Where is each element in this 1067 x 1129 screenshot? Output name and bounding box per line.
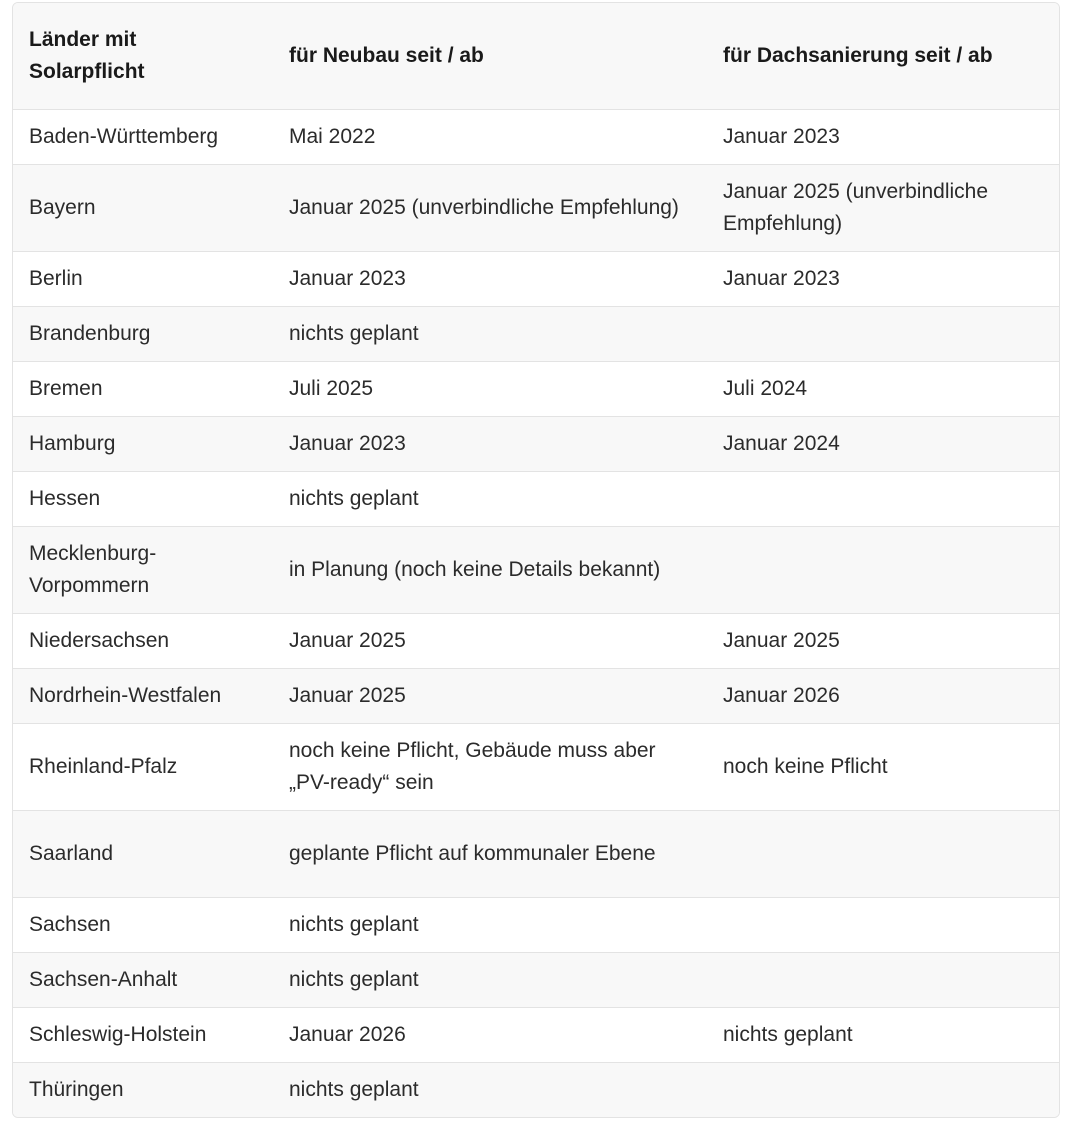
cell-neubau: Januar 2025 (unverbindliche Empfehlung) <box>289 195 679 219</box>
cell-dachsanierung <box>707 897 1059 952</box>
table-row <box>13 361 1059 416</box>
cell-land: Schleswig-Holstein <box>29 1022 207 1046</box>
table-row <box>13 251 1059 306</box>
table-row <box>13 952 1059 1007</box>
table-row <box>13 306 1059 361</box>
cell-land: Rheinland-Pfalz <box>29 754 178 778</box>
cell-neubau: Juli 2025 <box>289 376 374 400</box>
cell-neubau: Januar 2025 <box>289 683 406 707</box>
cell-neubau: nichts geplant <box>289 1077 419 1101</box>
cell-land: Baden-Württemberg <box>29 124 219 148</box>
header-land: Länder mit Solarpflicht <box>13 3 273 109</box>
cell-dachsanierung <box>707 1062 1059 1117</box>
cell-neubau: Januar 2023 <box>289 266 406 290</box>
header-row <box>13 3 1059 109</box>
cell-neubau: Januar 2023 <box>289 431 406 455</box>
cell-land: Saarland <box>29 841 114 865</box>
cell-land: Thüringen <box>29 1077 124 1101</box>
cell-land: Bayern <box>29 195 96 219</box>
solar-obligation-table-container <box>12 2 1060 1118</box>
cell-neubau: Januar 2025 <box>289 628 406 652</box>
header-neubau: für Neubau seit / ab <box>273 3 707 109</box>
cell-dachsanierung: nichts geplant <box>723 1022 853 1046</box>
cell-dachsanierung <box>707 952 1059 1007</box>
header-dachsanierung: für Dachsanierung seit / ab <box>707 3 1059 109</box>
cell-dachsanierung: Januar 2023 <box>723 266 840 290</box>
table-row <box>13 897 1059 952</box>
solar-obligation-table <box>13 3 1059 1117</box>
cell-dachsanierung <box>707 471 1059 526</box>
cell-dachsanierung: Januar 2026 <box>723 683 840 707</box>
cell-land: Brandenburg <box>29 321 151 345</box>
cell-land: Hessen <box>29 486 101 510</box>
cell-neubau: Januar 2026 <box>289 1022 406 1046</box>
table-header <box>13 3 1059 109</box>
table-row <box>13 164 1059 251</box>
table-row <box>13 810 1059 897</box>
cell-neubau: noch keine Pflicht, Gebäude muss aber „PV-ready“ sein <box>289 738 656 794</box>
cell-neubau: nichts geplant <box>289 486 419 510</box>
table-row <box>13 416 1059 471</box>
table-body <box>13 109 1059 1117</box>
table-row <box>13 613 1059 668</box>
cell-land: Niedersachsen <box>29 628 170 652</box>
cell-dachsanierung <box>707 526 1059 613</box>
cell-dachsanierung: Januar 2025 (unverbindliche Empfehlung) <box>723 179 989 235</box>
table-row <box>13 668 1059 723</box>
cell-neubau: nichts geplant <box>289 967 419 991</box>
cell-land: Mecklenburg-Vorpommern <box>29 541 157 597</box>
table-row <box>13 526 1059 613</box>
cell-land: Bremen <box>29 376 103 400</box>
cell-land: Sachsen-Anhalt <box>29 967 178 991</box>
cell-neubau: nichts geplant <box>289 321 419 345</box>
table-row <box>13 1007 1059 1062</box>
table-row <box>13 1062 1059 1117</box>
cell-land: Sachsen <box>29 912 111 936</box>
cell-neubau: Mai 2022 <box>289 124 376 148</box>
cell-neubau: in Planung (noch keine Details bekannt) <box>289 557 661 581</box>
cell-neubau: geplante Pflicht auf kommunaler Ebene <box>289 841 656 865</box>
cell-land: Nordrhein-Westfalen <box>29 683 222 707</box>
cell-land: Hamburg <box>29 431 116 455</box>
cell-dachsanierung: Januar 2025 <box>723 628 840 652</box>
cell-dachsanierung <box>707 306 1059 361</box>
table-row <box>13 471 1059 526</box>
cell-dachsanierung: Januar 2023 <box>723 124 840 148</box>
table-row <box>13 109 1059 164</box>
cell-dachsanierung: Juli 2024 <box>723 376 808 400</box>
cell-land: Berlin <box>29 266 83 290</box>
cell-neubau: nichts geplant <box>289 912 419 936</box>
cell-dachsanierung: noch keine Pflicht <box>723 754 888 778</box>
table-row <box>13 723 1059 810</box>
cell-dachsanierung <box>707 810 1059 897</box>
cell-dachsanierung: Januar 2024 <box>723 431 840 455</box>
